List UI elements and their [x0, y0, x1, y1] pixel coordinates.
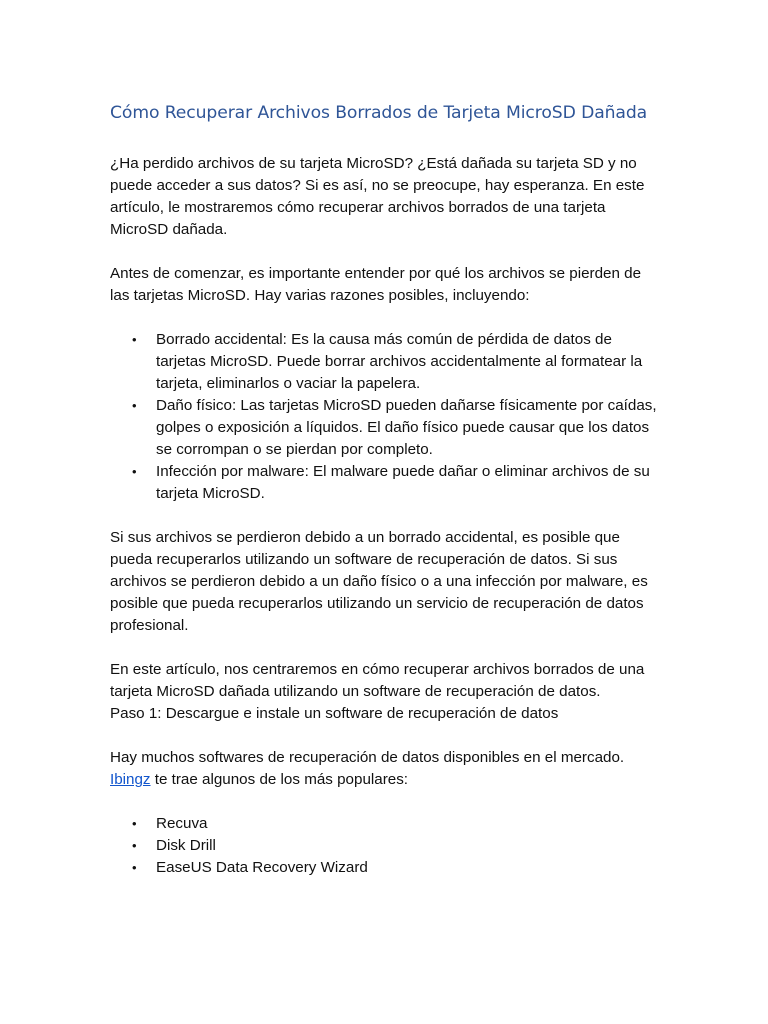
- recovery-options-paragraph: Si sus archivos se perdieron debido a un borrado accidental, es posible que pueda recuperarlos utilizando un software de recuperación de datos. Si sus archivos se perdieron debido a un daño físico o a una infección por malware, es posible que pueda recuperarlos utilizando un servicio de recuperación de datos profesional.: [110, 529, 648, 634]
- software-intro-continuation: te trae algunos de los más populares:: [150, 771, 409, 788]
- list-item-text: EaseUS Data Recovery Wizard: [156, 859, 368, 876]
- bullet-icon: •: [132, 860, 137, 875]
- document-content: [110, 100, 662, 901]
- list-item: [110, 813, 662, 835]
- list-item: [110, 857, 662, 879]
- bullet-icon: •: [132, 332, 137, 347]
- software-list: [110, 813, 662, 879]
- list-item-text: Borrado accidental: Es la causa más común de pérdida de datos de tarjetas MicroSD. Puede borrar archivos accidentalmente al formatear la tarjeta, eliminarlos o vaciar la papelera.: [156, 331, 643, 392]
- list-item-text: Infección por malware: El malware puede dañar o eliminar archivos de su tarjeta MicroSD.: [156, 463, 650, 502]
- reasons-intro-paragraph: Antes de comenzar, es importante entender por qué los archivos se pierden de las tarjetas MicroSD. Hay varias razones posibles, incluyendo:: [110, 265, 642, 304]
- bullet-icon: •: [132, 398, 137, 413]
- page-title: Cómo Recuperar Archivos Borrados de Tarjeta MicroSD Dañada: [110, 103, 648, 123]
- focus-paragraph: En este artículo, nos centraremos en cómo recuperar archivos borrados de una tarjeta MicroSD dañada utilizando un software de recuperación de datos.: [110, 661, 645, 700]
- list-item: [110, 395, 662, 461]
- software-intro-paragraph: [110, 747, 662, 791]
- ibingz-link[interactable]: Ibingz: [110, 771, 151, 788]
- bullet-icon: •: [132, 816, 137, 831]
- bullet-icon: •: [132, 464, 137, 479]
- step-1-heading: Paso 1: Descargue e instale un software de recuperación de datos: [110, 705, 559, 722]
- list-item-text: Disk Drill: [156, 837, 216, 854]
- bullet-icon: •: [132, 838, 137, 853]
- reasons-list: [110, 329, 662, 505]
- list-item: [110, 835, 662, 857]
- list-item: [110, 329, 662, 395]
- intro-paragraph: ¿Ha perdido archivos de su tarjeta MicroSD? ¿Está dañada su tarjeta SD y no puede acceder a sus datos? Si es así, no se preocupe, hay esperanza. En este artículo, le mostraremos cómo recuperar archivos borrados de una tarjeta MicroSD dañada.: [110, 155, 645, 238]
- list-item-text: Recuva: [156, 815, 208, 832]
- list-item-text: Daño físico: Las tarjetas MicroSD pueden dañarse físicamente por caídas, golpes o exposición a líquidos. El daño físico puede causar que los datos se corrompan o se pierdan por completo.: [156, 397, 657, 458]
- software-intro-text: Hay muchos softwares de recuperación de datos disponibles en el mercado.: [110, 749, 625, 766]
- list-item: [110, 461, 662, 505]
